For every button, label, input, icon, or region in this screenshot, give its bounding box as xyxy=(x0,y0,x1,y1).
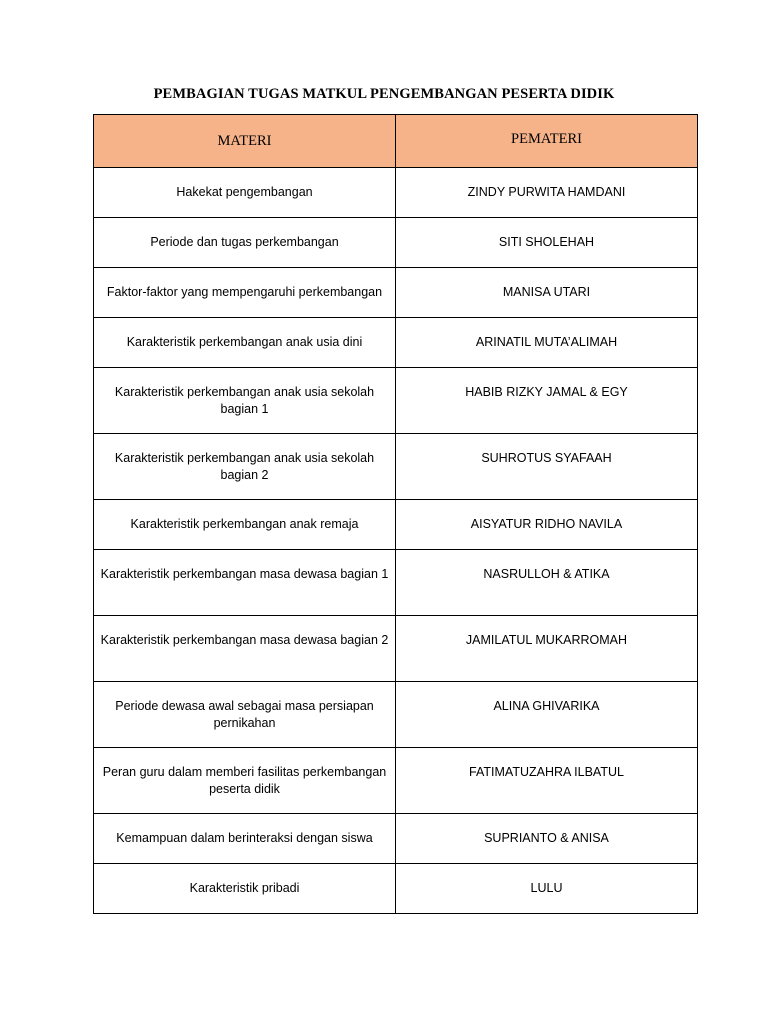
cell-materi: Karakteristik perkembangan anak usia sekolah bagian 2 xyxy=(94,434,396,500)
cell-pemateri: ALINA GHIVARIKA xyxy=(396,682,698,748)
cell-materi: Faktor-faktor yang mempengaruhi perkembangan xyxy=(94,268,396,318)
table-row xyxy=(94,814,698,864)
table-row xyxy=(94,864,698,914)
cell-pemateri: ARINATIL MUTA’ALIMAH xyxy=(396,318,698,368)
cell-pemateri: JAMILATUL MUKARROMAH xyxy=(396,616,698,682)
cell-materi: Karakteristik perkembangan anak usia dini xyxy=(94,318,396,368)
table-header-row xyxy=(94,115,698,168)
cell-pemateri: AISYATUR RIDHO NAVILA xyxy=(396,500,698,550)
cell-pemateri: LULU xyxy=(396,864,698,914)
table-row xyxy=(94,550,698,616)
table-row xyxy=(94,368,698,434)
cell-pemateri: ZINDY PURWITA HAMDANI xyxy=(396,168,698,218)
table-row xyxy=(94,616,698,682)
cell-materi: Karakteristik perkembangan masa dewasa bagian 1 xyxy=(94,550,396,616)
document-title: PEMBAGIAN TUGAS MATKUL PENGEMBANGAN PESERTA DIDIK xyxy=(153,86,615,102)
header-materi: MATERI xyxy=(94,115,396,168)
assignment-table xyxy=(93,114,698,914)
cell-materi: Karakteristik pribadi xyxy=(94,864,396,914)
cell-pemateri: FATIMATUZAHRA ILBATUL xyxy=(396,748,698,814)
cell-pemateri: MANISA UTARI xyxy=(396,268,698,318)
table-row xyxy=(94,268,698,318)
table-row xyxy=(94,500,698,550)
cell-pemateri: SITI SHOLEHAH xyxy=(396,218,698,268)
cell-materi: Peran guru dalam memberi fasilitas perkembangan peserta didik xyxy=(94,748,396,814)
table-row xyxy=(94,168,698,218)
cell-materi: Periode dewasa awal sebagai masa persiapan pernikahan xyxy=(94,682,396,748)
cell-materi: Karakteristik perkembangan masa dewasa bagian 2 xyxy=(94,616,396,682)
table-row xyxy=(94,318,698,368)
cell-materi: Kemampuan dalam berinteraksi dengan siswa xyxy=(94,814,396,864)
cell-materi: Karakteristik perkembangan anak usia sekolah bagian 1 xyxy=(94,368,396,434)
cell-pemateri: SUPRIANTO & ANISA xyxy=(396,814,698,864)
table-row xyxy=(94,682,698,748)
cell-materi: Hakekat pengembangan xyxy=(94,168,396,218)
table-row xyxy=(94,434,698,500)
table-row xyxy=(94,748,698,814)
cell-pemateri: HABIB RIZKY JAMAL & EGY xyxy=(396,368,698,434)
cell-pemateri: NASRULLOH & ATIKA xyxy=(396,550,698,616)
cell-pemateri: SUHROTUS SYAFAAH xyxy=(396,434,698,500)
header-pemateri: PEMATERI xyxy=(396,115,698,168)
table-row xyxy=(94,218,698,268)
cell-materi: Periode dan tugas perkembangan xyxy=(94,218,396,268)
cell-materi: Karakteristik perkembangan anak remaja xyxy=(94,500,396,550)
